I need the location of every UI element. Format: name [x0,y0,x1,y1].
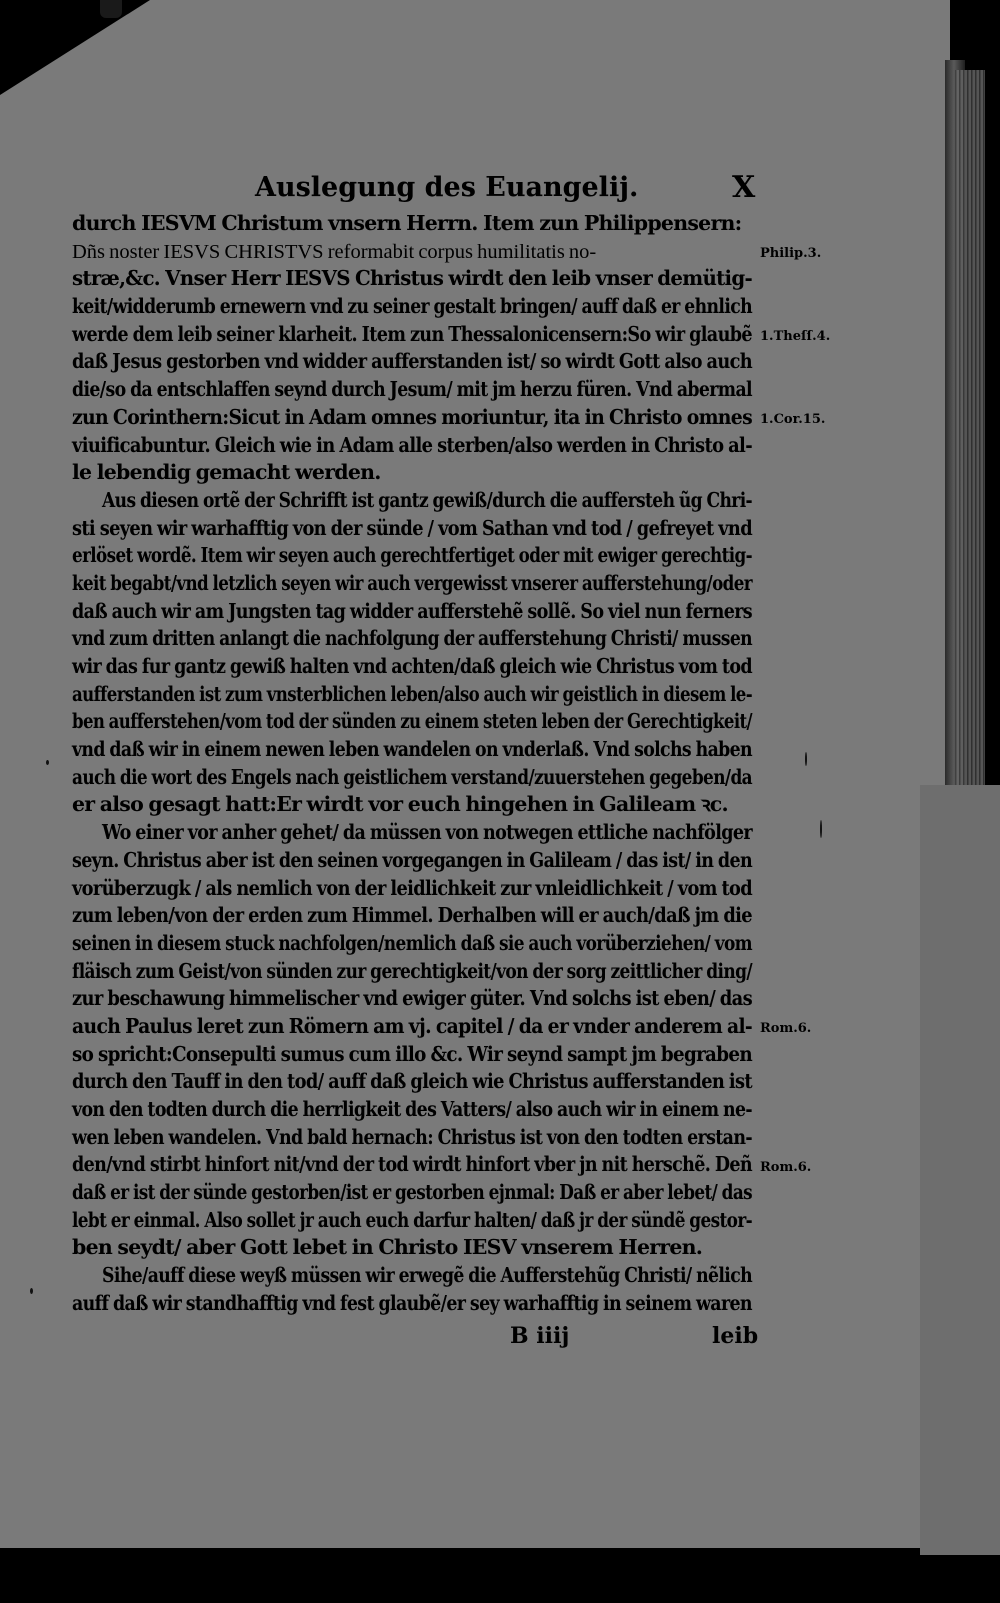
text-line [72,902,762,930]
text-line-content: zum leben/von der erden zum Himmel. Derhalben will er auch/daß jm die [72,903,752,928]
text-line [72,293,762,321]
text-line [72,432,762,460]
text-line-content: lebt er einmal. Also sollet jr auch euch darfur halten/ daß jr der sündẽ gestor- [72,1207,753,1232]
text-line-content: sti seyen wir warhafftig von der sünde / vom Sathan vnd tod / gefreyet vnd [72,515,752,540]
text-line [72,265,762,293]
text-line [72,1179,762,1207]
text-line [72,404,762,432]
text-line-content: auch Paulus leret zun Römern am vj. capitel / da er vnder anderem al- [72,1013,753,1038]
text-line-content: ben aufferstehen/vom tod der sünden zu einem steten leben der Gerechtigkeit/ [72,709,753,734]
text-line [72,515,762,543]
margin-note: Rom.6. [760,1021,812,1037]
text-line [72,542,762,570]
text-line [72,653,762,681]
text-line-content: durch IESVM Christum vnsern Herrn. Item zun Philippensern: [72,211,742,235]
ink-speck [30,1288,33,1294]
text-line [72,1013,762,1041]
text-line [72,875,762,903]
text-line [72,1262,762,1290]
text-line-content: daß Jesus gestorben vnd widder aufferstanden ist/ so wirdt Gott also auch [72,349,753,374]
text-line [72,459,762,487]
catchword: leib [712,1323,759,1349]
text-line-content: wen leben wandelen. Vnd bald hernach: Christus ist von den todten erstan- [72,1124,752,1149]
text-line-content: wir das fur gantz gewiß halten vnd achten/daß gleich wie Christus vom tod [72,654,753,678]
text-line [72,376,762,404]
text-line-content: vnd zum dritten anlangt die nachfolgung der aufferstehung Christi/ mussen [72,626,752,651]
page-fold-shadow [920,785,1000,1555]
text-line-content: von den todten durch die herrligkeit des Vatters/ also auch wir in einem ne- [72,1097,753,1121]
ink-speck [46,760,49,765]
text-line-content: Sihe/auff diese weyß müssen wir erwegẽ die Aufferstehũg Christi/ nẽlich [102,1263,753,1288]
text-line [72,847,762,875]
text-block [72,210,762,1318]
text-line-content: er also gesagt hatt:Er wirdt vor euch hingehen in Galileam ꝛc. [72,792,728,817]
margin-note: 1.Theſſ.4. [760,328,831,344]
text-line-content: keit/widderumb ernewern vnd zu seiner gestalt bringen/ auff daß er ehnlich [72,294,752,319]
text-line-content: Wo einer vor anher gehet/ da müssen von notwegen ettliche nachfölger [102,820,752,845]
text-line [72,348,762,376]
text-line [72,736,762,764]
text-line [72,321,762,349]
text-line [72,1096,762,1124]
text-line-content: werde dem leib seiner klarheit. Item zun Thessalonicensern:So wir glaubẽ [72,321,752,346]
text-line [72,1207,762,1235]
text-line-content: zur beschawung himmelischer vnd ewiger güter. Vnd solchs ist eben/ das [72,986,753,1011]
ink-speck [820,820,822,838]
text-line-content: Aus diesen ortẽ der Schrifft ist gantz gewiß/durch die auffersteh ũg Chri- [102,487,753,512]
text-line [72,1234,762,1262]
text-line [72,598,762,626]
text-line [72,210,762,238]
text-line-content: ben seydt/ aber Gott lebet in Christo IESV vnserem Herren. [72,1235,703,1260]
text-line [72,764,762,792]
text-line-content: daß er ist der sünde gestorben/ist er gestorben ejnmal: Daß er aber lebet/ das [72,1180,753,1205]
text-line [72,985,762,1013]
text-line [72,1151,762,1179]
text-line-content: daß auch wir am Jungsten tag widder aufferstehẽ sollẽ. So viel nun ferners [72,598,753,623]
text-line-content: keit begabt/vnd letzlich seyen wir auch vergewisst vnserer aufferstehung/oder [72,570,752,595]
text-line [72,791,762,819]
text-line-content: Dñs noster IESVS CHRISTVS reformabit corpus humilitatis no- [72,240,597,263]
text-line [72,958,762,986]
text-line [72,1041,762,1069]
ink-speck [805,752,807,766]
text-line-content: so spricht:Consepulti sumus cum illo &c. Wir seynd sampt jm begraben [72,1041,752,1066]
signature-mark: B iiij [510,1323,570,1349]
dark-corner-strip [0,0,110,22]
text-line-content: aufferstanden ist zum vnsterblichen leben/also auch wir geistlich in diesem le- [72,681,753,706]
page-footer [0,1323,950,1355]
text-line-content: den/vnd stirbt hinfort nit/vnd der tod wirdt hinfort vber jn nit herschẽ. Deñ [72,1152,752,1177]
clip-mark [100,0,122,18]
text-line [72,1290,762,1318]
text-line-content: vorüberzugk / als nemlich von der leidlichkeit zur vnleidlichkeit / vom tod [72,875,753,900]
margin-note: Philip.3. [760,245,822,261]
text-line-content: fläisch zum Geist/von sünden zur gerechtigkeit/von der sorg zeittlicher ding/ [72,958,753,983]
text-line [72,487,762,515]
text-line-content: durch den Tauff in den tod/ auff daß gleich wie Christus aufferstanden ist [72,1069,752,1094]
margin-note: Rom.6. [760,1159,812,1175]
text-line-content: seyn. Christus aber ist den seinen vorgegangen in Galileam / das ist/ in den [72,847,753,872]
text-line-content: seinen in diesem stuck nachfolgen/nemlich daß sie auch vorüberziehen/ vom [72,930,753,955]
text-line [72,681,762,709]
text-line [72,570,762,598]
text-line-content: auff daß wir standhafftig vnd fest glaubẽ/er sey warhafftig in seinem waren [72,1290,752,1315]
text-line-content: die/so da entschlaffen seynd durch Jesum/ mit jm herzu füren. Vnd abermal [72,377,752,402]
text-line-content: erlöset wordẽ. Item wir seyen auch gerechtfertiget oder mit ewiger gerechtig- [72,543,752,568]
folio-number: X [732,170,756,205]
text-line [72,1068,762,1096]
text-line-content: viuificabuntur. Gleich wie in Adam alle sterben/also werden in Christo al- [72,432,752,457]
margin-note: 1.Cor.15. [760,411,826,427]
text-line-content: le lebendig gemacht werden. [72,460,381,485]
text-line [72,238,762,266]
text-line [72,625,762,653]
text-line-content: stræ,&c. Vnser Herr IESVS Christus wirdt den leib vnser demütig- [72,266,752,291]
running-head: Auslegung des Euangelij. [255,172,639,203]
text-line [72,1124,762,1152]
text-line-content: zun Corinthern:Sicut in Adam omnes moriuntur, ita in Christo omnes [72,404,752,429]
text-line-content: vnd daß wir in einem newen leben wandelen on vnderlaß. Vnd solchs haben [72,737,753,762]
text-line [72,930,762,958]
text-line [72,819,762,847]
page-header [0,172,950,212]
text-line-content: auch die wort des Engels nach geistlichem verstand/zuuerstehen gegeben/da [72,764,753,789]
text-line [72,708,762,736]
